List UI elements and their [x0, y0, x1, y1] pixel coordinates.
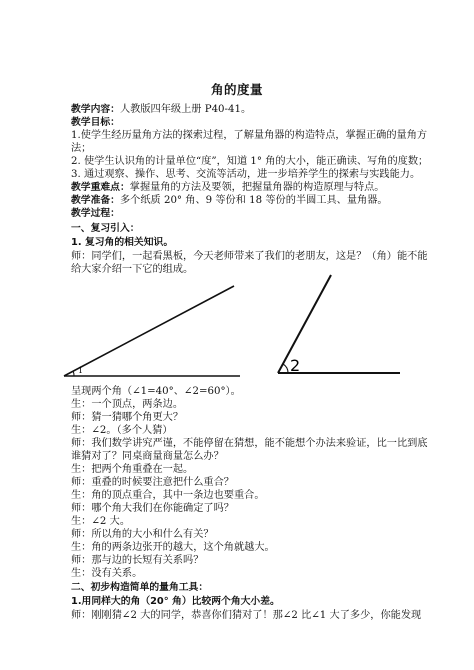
goal-1a: 1.使学生经历量角方法的探索过程，了解量角器的构造特点，掌握正确的量角方	[71, 130, 428, 141]
dialogue-line: 生：没有关系。	[71, 568, 143, 579]
content-value: 人教版四年级上册 P40-41。	[119, 104, 252, 115]
dialogue-line: 生：∠2。（多个人猜）	[71, 425, 173, 436]
dialogue-line: 师：我们数学讲究严谨，不能停留在猜想，能不能想个办法来验证，比一比到底	[71, 438, 428, 449]
section1-heading: 一、复习引入：	[71, 223, 140, 234]
goal-3: 3. 通过观察、操作、思考、交流等活动，进一步培养学生的探索与实践能力。	[71, 169, 421, 180]
angle-1-slant-ray	[64, 286, 234, 376]
prep-value: 多个纸质 20° 角、9 等份和 18 等份的半圆工具、量角器。	[119, 195, 388, 206]
dialogue-line: 生：把两个角重叠在一起。	[71, 464, 194, 475]
dialogue-line: 师：哪个角大我们在你能确定了吗？	[71, 503, 234, 514]
angle-2-arc	[283, 364, 288, 373]
angle-2-slant-ray	[278, 275, 331, 373]
keypoints-line	[71, 181, 384, 194]
keypoints-value: 掌握量角的方法及要领，把握量角器的构造原理与特点。	[129, 182, 385, 193]
dialogue-line: 师：重叠的时候要注意把什么重合？	[71, 477, 234, 488]
section2-heading: 二、初步构造简单的量角工具：	[71, 582, 209, 593]
dialogue-line: 谁猜对了？同桌商量商量怎么办？	[71, 451, 224, 462]
dialogue-line: 师：那与边的长短有关系吗？	[71, 555, 204, 566]
goal-2: 2. 使学生认识角的计量单位“度”，知道 1° 角的大小，能正确读、写角的度数；	[71, 156, 429, 167]
prep-label: 教学准备：	[71, 195, 120, 206]
section1-sub1: 1. 复习角的相关知识。	[71, 237, 174, 248]
prep-line	[71, 194, 388, 207]
section1-line2: 给大家介绍一下它的组成。	[71, 264, 194, 275]
section2-line1: 师：刚刚猜∠2 大的同学，恭喜你们猜对了！那∠2 比∠1 大了多少，你能发现	[71, 610, 422, 621]
section1-line1: 师：同学们，一起看黑板，今天老师带来了我们的老朋友，这是？（角）能不能	[71, 251, 428, 262]
dialogue-line: 师：猜一猜哪个角更大？	[71, 412, 184, 423]
dialogue-line: 生：一个顶点，两条边。	[71, 399, 184, 410]
content-label: 教学内容：	[71, 104, 120, 115]
dialogue-line: 呈现两个角（∠1=40°、∠2=60°）。	[71, 386, 241, 397]
angle-2-figure	[272, 270, 404, 378]
process-label: 教学过程：	[71, 208, 120, 219]
content-line	[71, 103, 251, 116]
dialogue-line: 生：∠2 大。	[71, 516, 131, 527]
dialogue-line: 生：角的顶点重合，其中一条边也要重合。	[71, 490, 265, 501]
goals-label: 教学目标：	[71, 117, 120, 128]
keypoints-label: 教学重难点：	[71, 182, 130, 193]
section2-sub1: 1.用同样大的角（20° 角）比较两个角大小差。	[71, 596, 280, 607]
angle-1-label: 1	[78, 366, 84, 375]
goal-1b: 法；	[71, 143, 92, 154]
page-title: 角的度量	[210, 82, 263, 97]
angle-2-label: 2	[290, 356, 301, 375]
dialogue-line: 师：所以角的大小和什么有关？	[71, 529, 214, 540]
dialogue-line: 生：角的两条边张开的越大，这个角就越大。	[71, 542, 275, 553]
angle-1-figure	[60, 282, 245, 382]
